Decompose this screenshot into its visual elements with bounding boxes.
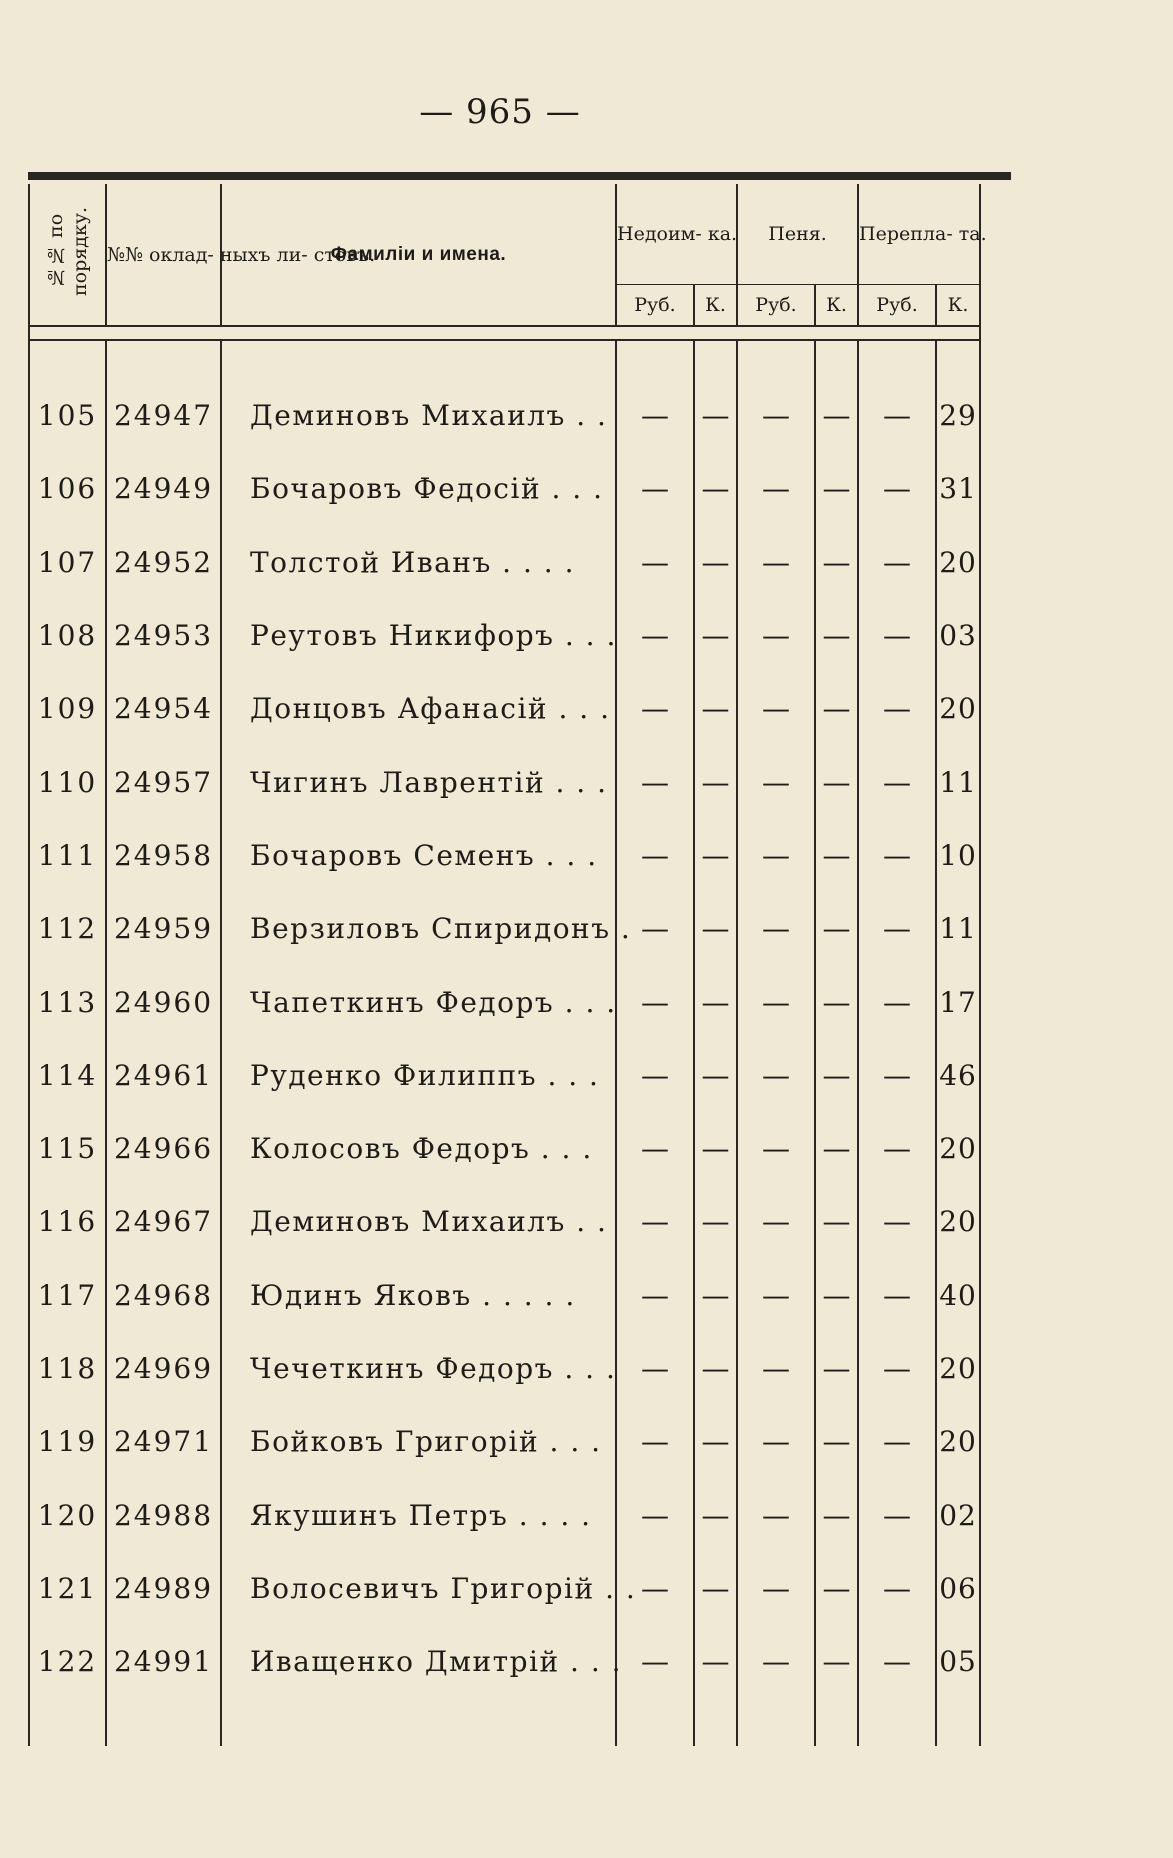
arrears-kop — [694, 745, 737, 818]
arrears-rub — [616, 452, 694, 525]
arrears-kop — [694, 1405, 737, 1478]
penalty-kop — [815, 1039, 858, 1112]
penalty-kop — [815, 1552, 858, 1625]
penalty-rub — [737, 1112, 815, 1185]
table-row — [29, 1625, 1012, 1698]
arrears-rub — [616, 745, 694, 818]
penalty-rub — [737, 892, 815, 965]
overpay-kop: 20 — [936, 1332, 980, 1405]
overpay-kop: 31 — [936, 452, 980, 525]
subheader-rub: Руб. — [858, 285, 936, 327]
penalty-kop — [815, 672, 858, 745]
row-number: 114 — [29, 1039, 106, 1112]
penalty-rub — [737, 1332, 815, 1405]
row-sheet-number: 24988 — [106, 1478, 221, 1551]
table-row — [29, 379, 1012, 452]
overpay-rub — [858, 1552, 936, 1625]
penalty-rub — [737, 1039, 815, 1112]
row-sheet-number: 24966 — [106, 1112, 221, 1185]
overpay-rub — [858, 1259, 936, 1332]
overpay-kop: 11 — [936, 892, 980, 965]
row-number: 110 — [29, 745, 106, 818]
row-sheet-number: 24949 — [106, 452, 221, 525]
row-number: 111 — [29, 819, 106, 892]
table-row — [29, 1405, 1012, 1478]
penalty-kop — [815, 1478, 858, 1551]
arrears-kop — [694, 1478, 737, 1551]
row-name: Реутовъ Никифоръ . . . — [221, 599, 616, 672]
penalty-rub — [737, 1625, 815, 1698]
penalty-kop — [815, 819, 858, 892]
arrears-kop — [694, 379, 737, 452]
arrears-kop — [694, 819, 737, 892]
table-row — [29, 1039, 1012, 1112]
table-row — [29, 1478, 1012, 1551]
penalty-kop — [815, 526, 858, 599]
table-row — [29, 965, 1012, 1038]
penalty-kop — [815, 745, 858, 818]
row-sheet-number: 24968 — [106, 1259, 221, 1332]
row-number: 112 — [29, 892, 106, 965]
row-name: Толстой Иванъ . . . . — [221, 526, 616, 599]
row-number: 116 — [29, 1185, 106, 1258]
arrears-kop — [694, 526, 737, 599]
row-name: Деминовъ Михаилъ . . — [221, 379, 616, 452]
arrears-rub — [616, 599, 694, 672]
overpay-rub — [858, 672, 936, 745]
row-sheet-number: 24954 — [106, 672, 221, 745]
row-sheet-number: 24953 — [106, 599, 221, 672]
table-row — [29, 1112, 1012, 1185]
overpay-rub — [858, 1625, 936, 1698]
row-sheet-number: 24961 — [106, 1039, 221, 1112]
arrears-rub — [616, 1332, 694, 1405]
row-sheet-number: 24958 — [106, 819, 221, 892]
subheader-rub: Руб. — [616, 285, 694, 327]
row-sheet-number: 24947 — [106, 379, 221, 452]
overpay-kop: 20 — [936, 526, 980, 599]
row-name: Юдинъ Яковъ . . . . . — [221, 1259, 616, 1332]
penalty-rub — [737, 379, 815, 452]
overpay-rub — [858, 1039, 936, 1112]
table-row — [29, 1332, 1012, 1405]
row-number: 106 — [29, 452, 106, 525]
overpay-kop: 05 — [936, 1625, 980, 1698]
penalty-kop — [815, 452, 858, 525]
penalty-rub — [737, 1405, 815, 1478]
overpay-rub — [858, 379, 936, 452]
ledger-sheet — [28, 172, 1011, 1746]
row-number: 115 — [29, 1112, 106, 1185]
row-sheet-number: 24991 — [106, 1625, 221, 1698]
penalty-kop — [815, 965, 858, 1038]
page-number: — 965 — — [419, 92, 581, 132]
overpay-rub — [858, 526, 936, 599]
row-number: 109 — [29, 672, 106, 745]
row-name: Волосевичъ Григорій . . — [221, 1552, 616, 1625]
arrears-kop — [694, 1185, 737, 1258]
arrears-rub — [616, 1259, 694, 1332]
header-order: №№ по порядку. — [29, 184, 106, 326]
overpay-rub — [858, 1405, 936, 1478]
row-number: 108 — [29, 599, 106, 672]
arrears-kop — [694, 1112, 737, 1185]
overpay-rub — [858, 1185, 936, 1258]
overpay-kop: 46 — [936, 1039, 980, 1112]
overpay-kop: 20 — [936, 1185, 980, 1258]
arrears-kop — [694, 1552, 737, 1625]
row-sheet-number: 24969 — [106, 1332, 221, 1405]
overpay-kop: 29 — [936, 379, 980, 452]
row-name: Иващенко Дмитрій . . . — [221, 1625, 616, 1698]
row-number: 122 — [29, 1625, 106, 1698]
row-sheet-number: 24952 — [106, 526, 221, 599]
row-number: 118 — [29, 1332, 106, 1405]
table-row — [29, 892, 1012, 965]
header-separator — [29, 326, 1012, 340]
subheader-kop: К. — [936, 285, 980, 327]
subheader-kop: К. — [694, 285, 737, 327]
row-name: Верзиловъ Спиридонъ . — [221, 892, 616, 965]
overpay-kop: 20 — [936, 672, 980, 745]
arrears-kop — [694, 1259, 737, 1332]
row-sheet-number: 24971 — [106, 1405, 221, 1478]
penalty-rub — [737, 1185, 815, 1258]
table-row — [29, 1552, 1012, 1625]
row-name: Чигинъ Лаврентій . . . — [221, 745, 616, 818]
row-name: Чечеткинъ Федоръ . . . — [221, 1332, 616, 1405]
subheader-kop: К. — [815, 285, 858, 327]
penalty-rub — [737, 599, 815, 672]
arrears-rub — [616, 1039, 694, 1112]
row-number: 117 — [29, 1259, 106, 1332]
arrears-rub — [616, 1112, 694, 1185]
overpay-kop: 40 — [936, 1259, 980, 1332]
row-number: 107 — [29, 526, 106, 599]
header-sheets: №№ оклад- ныхъ ли- стовъ. — [106, 184, 221, 326]
arrears-kop — [694, 599, 737, 672]
row-name: Бочаровъ Федосій . . . — [221, 452, 616, 525]
row-name: Якушинъ Петръ . . . . — [221, 1478, 616, 1551]
arrears-kop — [694, 452, 737, 525]
overpay-rub — [858, 1332, 936, 1405]
overpay-kop: 17 — [936, 965, 980, 1038]
table-row — [29, 672, 1012, 745]
arrears-rub — [616, 1185, 694, 1258]
table-row — [29, 1259, 1012, 1332]
header-names: Фамиліи и имена. — [221, 184, 616, 326]
arrears-kop — [694, 1332, 737, 1405]
overpay-kop: 03 — [936, 599, 980, 672]
ledger-rows — [29, 379, 1012, 1698]
table-row — [29, 599, 1012, 672]
overpay-kop: 02 — [936, 1478, 980, 1551]
overpay-kop: 06 — [936, 1552, 980, 1625]
overpay-rub — [858, 452, 936, 525]
header-arrears: Недоим- ка. — [616, 184, 737, 285]
row-name: Деминовъ Михаилъ . . — [221, 1185, 616, 1258]
table-row — [29, 452, 1012, 525]
penalty-rub — [737, 1259, 815, 1332]
penalty-kop — [815, 1185, 858, 1258]
row-number: 105 — [29, 379, 106, 452]
ledger-table — [28, 184, 1012, 1746]
header-overpay: Перепла- та. — [858, 184, 980, 285]
overpay-kop: 11 — [936, 745, 980, 818]
top-rule — [28, 172, 1011, 180]
penalty-kop — [815, 1625, 858, 1698]
penalty-rub — [737, 745, 815, 818]
overpay-rub — [858, 819, 936, 892]
row-number: 120 — [29, 1478, 106, 1551]
row-name: Руденко Филиппъ . . . — [221, 1039, 616, 1112]
header-row — [29, 184, 1012, 285]
overpay-rub — [858, 599, 936, 672]
table-row — [29, 1185, 1012, 1258]
arrears-kop — [694, 892, 737, 965]
penalty-kop — [815, 1332, 858, 1405]
overpay-kop: 10 — [936, 819, 980, 892]
row-sheet-number: 24957 — [106, 745, 221, 818]
penalty-rub — [737, 965, 815, 1038]
overpay-kop: 20 — [936, 1405, 980, 1478]
row-sheet-number: 24959 — [106, 892, 221, 965]
overpay-rub — [858, 965, 936, 1038]
row-name: Чапеткинъ Федоръ . . . — [221, 965, 616, 1038]
penalty-rub — [737, 819, 815, 892]
penalty-rub — [737, 1552, 815, 1625]
overpay-rub — [858, 1478, 936, 1551]
penalty-rub — [737, 452, 815, 525]
arrears-kop — [694, 1625, 737, 1698]
penalty-rub — [737, 1478, 815, 1551]
penalty-rub — [737, 526, 815, 599]
penalty-kop — [815, 379, 858, 452]
table-row — [29, 526, 1012, 599]
arrears-rub — [616, 819, 694, 892]
table-row — [29, 819, 1012, 892]
arrears-rub — [616, 965, 694, 1038]
arrears-rub — [616, 1625, 694, 1698]
penalty-rub — [737, 672, 815, 745]
arrears-rub — [616, 1478, 694, 1551]
table-row — [29, 745, 1012, 818]
overpay-rub — [858, 745, 936, 818]
arrears-kop — [694, 1039, 737, 1112]
penalty-kop — [815, 599, 858, 672]
row-name: Донцовъ Афанасій . . . — [221, 672, 616, 745]
row-sheet-number: 24967 — [106, 1185, 221, 1258]
arrears-rub — [616, 379, 694, 452]
overpay-rub — [858, 1112, 936, 1185]
arrears-kop — [694, 672, 737, 745]
row-name: Колосовъ Федоръ . . . — [221, 1112, 616, 1185]
arrears-rub — [616, 526, 694, 599]
penalty-kop — [815, 1259, 858, 1332]
row-sheet-number: 24960 — [106, 965, 221, 1038]
row-name: Бойковъ Григорій . . . — [221, 1405, 616, 1478]
overpay-rub — [858, 892, 936, 965]
arrears-kop — [694, 965, 737, 1038]
penalty-kop — [815, 1112, 858, 1185]
arrears-rub — [616, 672, 694, 745]
row-number: 119 — [29, 1405, 106, 1478]
subheader-rub: Руб. — [737, 285, 815, 327]
row-sheet-number: 24989 — [106, 1552, 221, 1625]
arrears-rub — [616, 1405, 694, 1478]
row-number: 113 — [29, 965, 106, 1038]
penalty-kop — [815, 892, 858, 965]
overpay-kop: 20 — [936, 1112, 980, 1185]
row-name: Бочаровъ Семенъ . . . — [221, 819, 616, 892]
row-number: 121 — [29, 1552, 106, 1625]
penalty-kop — [815, 1405, 858, 1478]
header-penalty: Пеня. — [737, 184, 858, 285]
